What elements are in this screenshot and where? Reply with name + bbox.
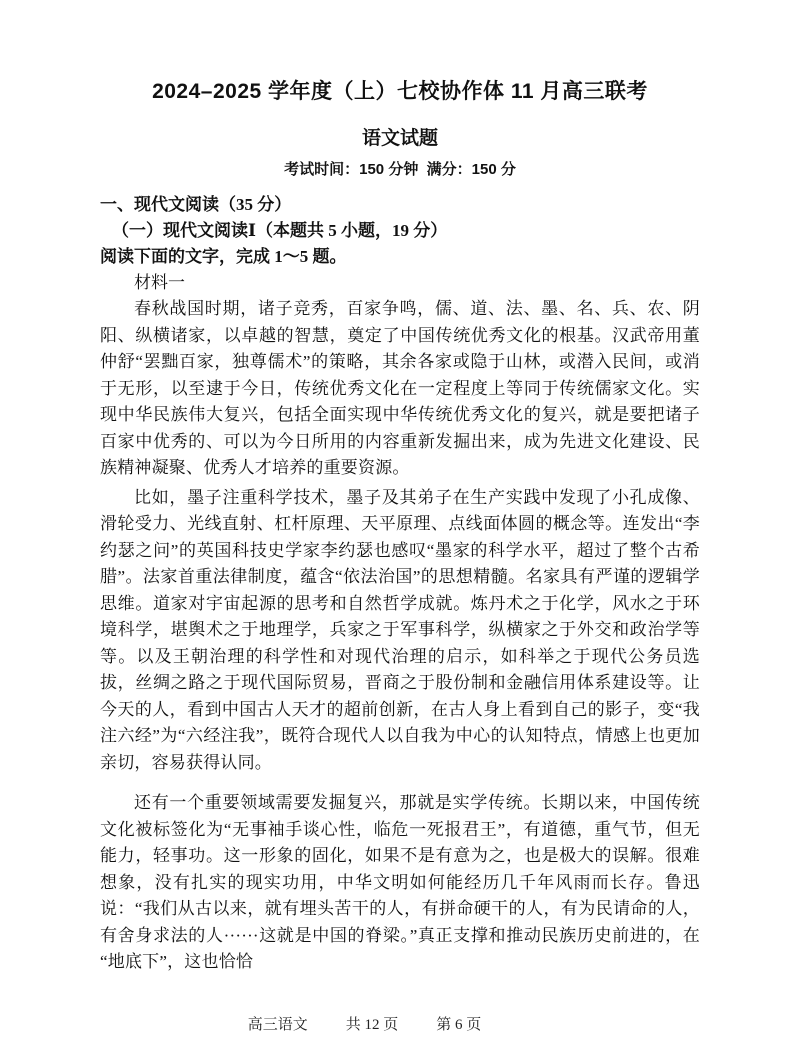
footer-total-pages: 共 12 页 xyxy=(345,1017,399,1033)
footer-current-page: 第 6 页 xyxy=(436,1017,482,1033)
reading-instruction: 阅读下面的文字，完成 1～5 题。 xyxy=(100,247,347,266)
material-one-label: 材料一 xyxy=(134,273,185,292)
section-heading-modern-reading: 一、现代文阅读（35 分） xyxy=(100,195,292,214)
material-paragraph-2: 比如，墨子注重科学技术，墨子及其弟子在生产实践中发现了小孔成像、滑轮受力、光线直射、杠杆原理、天平原理、点线面体圆的概念等。连发出“李约瑟之问”的英国科技史学家李约瑟也感叹“墨家的科学水平，超过了整个古希腊”。法家首重法律制度，蕴含“依法治国”的思想精髓。名家具有严谨的逻辑学思维。道家对宇宙起源的思考和自然哲学成就。炼丹术之于化学，风水之于环境科学，堪舆术之于地理学，兵家之于军事科学，纵横家之于外交和政治学等等。以及王朝治理的科学性和对现代治理的启示，如科举之于现代公务员选拔，丝绸之路之于现代国际贸易，晋商之于股份制和金融信用体系建设等。让今天的人，看到中国古人天才的超前创新，在古人身上看到自己的影子，变“我注六经”为“六经注我”，既符合现代人以自我为中心的认知特点，情感上也更加亲切，容易获得认同。 xyxy=(100,487,700,772)
material-paragraph-1: 春秋战国时期，诸子竞秀，百家争鸣，儒、道、法、墨、名、兵、农、阴阳、纵横诸家，以卓越的智慧，奠定了中国传统优秀文化的根基。汉武帝用董仲舒“罢黜百家，独尊儒术”的策略，其余各家或隐于山林，或潜入民间，或消于无形，以至逮于今日，传统优秀文化在一定程度上等同于传统儒家文化。实现中华民族伟大复兴，包括全面实现中华传统优秀文化的复兴，就是要把诸子百家中优秀的、可以为今日所用的内容重新发掘出来，成为先进文化建设、民族精神凝聚、优秀人才培养的重要资源。 xyxy=(100,299,700,477)
exam-subject-title: 语文试题 xyxy=(361,128,438,149)
material-paragraph-3: 还有一个重要领域需要发掘复兴，那就是实学传统。长期以来，中国传统文化被标签化为“无事袖手谈心性，临危一死报君王”，有道德，重气节，但无能力，轻事功。这一形象的固化，如果不是有意为之，也是极大的误解。很难想象，没有扎实的现实功用，中华文明如何能经历几千年风雨而长存。鲁迅说：“我们从古以来，就有埋头苦干的人，有拼命硬干的人，有为民请命的人，有舍身求法的人······这就是中国的脊梁。”真正支撑和推动民族历史前进的，在“地底下”，这也恰恰 xyxy=(100,793,700,971)
exam-time-and-score: 考试时间：150 分钟 满分：150 分 xyxy=(284,161,516,178)
subsection-heading-reading-1: （一）现代文阅读Ⅰ（本题共 5 小题，19 分） xyxy=(112,221,448,240)
footer-course-label: 高三语文 xyxy=(247,1017,308,1033)
exam-title: 2024–2025 学年度（上）七校协作体 11 月高三联考 xyxy=(152,80,648,103)
page-footer xyxy=(0,1016,761,1034)
